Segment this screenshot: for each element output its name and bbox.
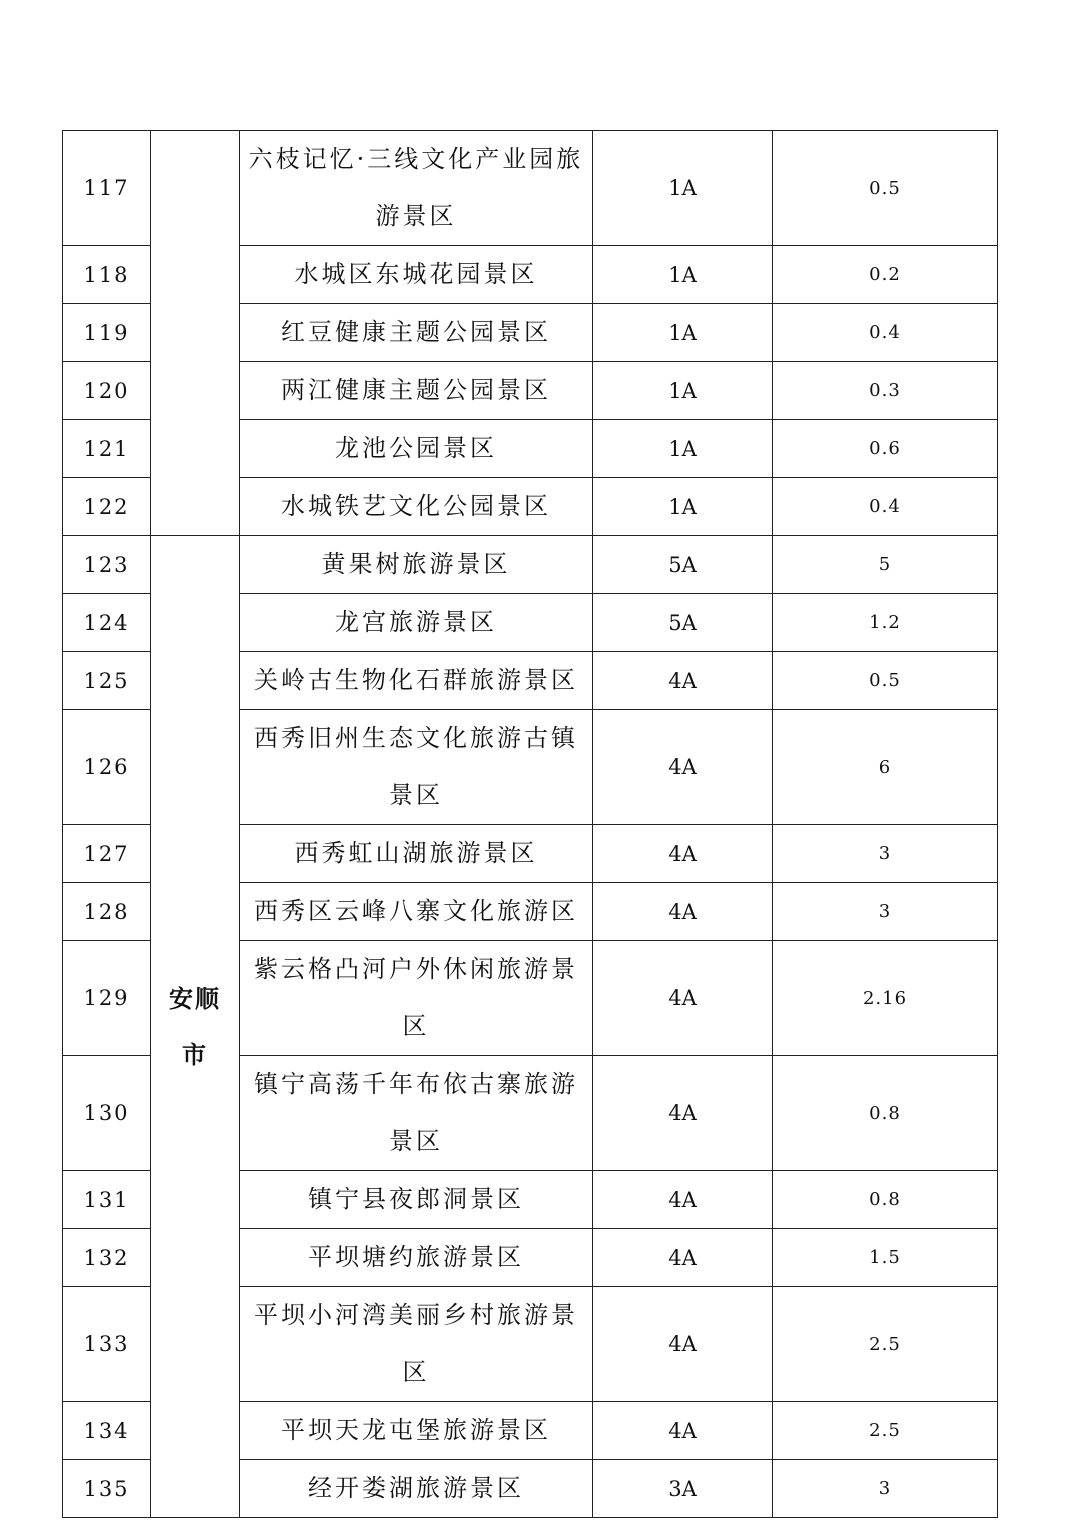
grade-cell: 4A — [593, 1229, 773, 1287]
row-number-cell: 124 — [63, 594, 151, 652]
scenic-name-cell: 镇宁县夜郎洞景区 — [240, 1171, 593, 1229]
row-number-cell: 117 — [63, 131, 151, 246]
row-number-cell: 121 — [63, 420, 151, 478]
scenic-name-cell: 西秀区云峰八寨文化旅游区 — [240, 883, 593, 941]
scenic-name-cell: 水城铁艺文化公园景区 — [240, 478, 593, 536]
value-cell: 0.4 — [773, 478, 998, 536]
scenic-name-cell: 两江健康主题公园景区 — [240, 362, 593, 420]
value-cell: 2.16 — [773, 941, 998, 1056]
value-cell: 0.2 — [773, 246, 998, 304]
row-number-cell: 125 — [63, 652, 151, 710]
scenic-name-cell: 龙宫旅游景区 — [240, 594, 593, 652]
scenic-name-cell: 六枝记忆·三线文化产业园旅游景区 — [240, 131, 593, 246]
grade-cell: 5A — [593, 536, 773, 594]
grade-cell: 4A — [593, 652, 773, 710]
value-cell: 1.2 — [773, 594, 998, 652]
grade-cell: 1A — [593, 246, 773, 304]
scenic-name-cell: 西秀旧州生态文化旅游古镇景区 — [240, 710, 593, 825]
scenic-name-cell: 西秀虹山湖旅游景区 — [240, 825, 593, 883]
grade-cell: 1A — [593, 304, 773, 362]
row-number-cell: 135 — [63, 1460, 151, 1518]
grade-cell: 4A — [593, 883, 773, 941]
value-cell: 3 — [773, 825, 998, 883]
value-cell: 0.3 — [773, 362, 998, 420]
row-number-cell: 131 — [63, 1171, 151, 1229]
grade-cell: 1A — [593, 362, 773, 420]
grade-cell: 4A — [593, 1171, 773, 1229]
grade-cell: 4A — [593, 1056, 773, 1171]
row-number-cell: 122 — [63, 478, 151, 536]
value-cell: 3 — [773, 883, 998, 941]
value-cell: 2.5 — [773, 1402, 998, 1460]
table-row — [63, 131, 998, 246]
grade-cell: 4A — [593, 825, 773, 883]
scenic-name-cell: 经开娄湖旅游景区 — [240, 1460, 593, 1518]
table-body — [63, 131, 998, 1518]
grade-cell: 1A — [593, 420, 773, 478]
scenic-name-cell: 龙池公园景区 — [240, 420, 593, 478]
grade-cell: 4A — [593, 710, 773, 825]
value-cell: 0.4 — [773, 304, 998, 362]
grade-cell: 4A — [593, 941, 773, 1056]
row-number-cell: 130 — [63, 1056, 151, 1171]
scenic-name-cell: 镇宁高荡千年布依古寨旅游景区 — [240, 1056, 593, 1171]
scenic-name-cell: 红豆健康主题公园景区 — [240, 304, 593, 362]
row-number-cell: 126 — [63, 710, 151, 825]
value-cell: 6 — [773, 710, 998, 825]
row-number-cell: 127 — [63, 825, 151, 883]
scenic-name-cell: 黄果树旅游景区 — [240, 536, 593, 594]
row-number-cell: 119 — [63, 304, 151, 362]
row-number-cell: 118 — [63, 246, 151, 304]
value-cell: 3 — [773, 1460, 998, 1518]
value-cell: 0.5 — [773, 652, 998, 710]
value-cell: 0.5 — [773, 131, 998, 246]
grade-cell: 4A — [593, 1402, 773, 1460]
city-cell — [151, 131, 240, 536]
value-cell: 2.5 — [773, 1287, 998, 1402]
scenic-name-cell: 关岭古生物化石群旅游景区 — [240, 652, 593, 710]
scenic-name-cell: 紫云格凸河户外休闲旅游景区 — [240, 941, 593, 1056]
scenic-name-cell: 平坝小河湾美丽乡村旅游景区 — [240, 1287, 593, 1402]
scenic-name-cell: 平坝塘约旅游景区 — [240, 1229, 593, 1287]
row-number-cell: 133 — [63, 1287, 151, 1402]
row-number-cell: 129 — [63, 941, 151, 1056]
city-name: 安顺市 — [169, 983, 221, 1069]
scenic-area-table — [62, 130, 998, 1518]
value-cell: 0.8 — [773, 1171, 998, 1229]
row-number-cell: 123 — [63, 536, 151, 594]
row-number-cell: 134 — [63, 1402, 151, 1460]
value-cell: 1.5 — [773, 1229, 998, 1287]
city-cell — [151, 536, 240, 1518]
grade-cell: 1A — [593, 478, 773, 536]
scenic-name-cell: 平坝天龙屯堡旅游景区 — [240, 1402, 593, 1460]
value-cell: 5 — [773, 536, 998, 594]
scenic-name-cell: 水城区东城花园景区 — [240, 246, 593, 304]
grade-cell: 1A — [593, 131, 773, 246]
grade-cell: 3A — [593, 1460, 773, 1518]
value-cell: 0.6 — [773, 420, 998, 478]
row-number-cell: 128 — [63, 883, 151, 941]
table-row — [63, 536, 998, 594]
grade-cell: 4A — [593, 1287, 773, 1402]
row-number-cell: 120 — [63, 362, 151, 420]
row-number-cell: 132 — [63, 1229, 151, 1287]
grade-cell: 5A — [593, 594, 773, 652]
value-cell: 0.8 — [773, 1056, 998, 1171]
